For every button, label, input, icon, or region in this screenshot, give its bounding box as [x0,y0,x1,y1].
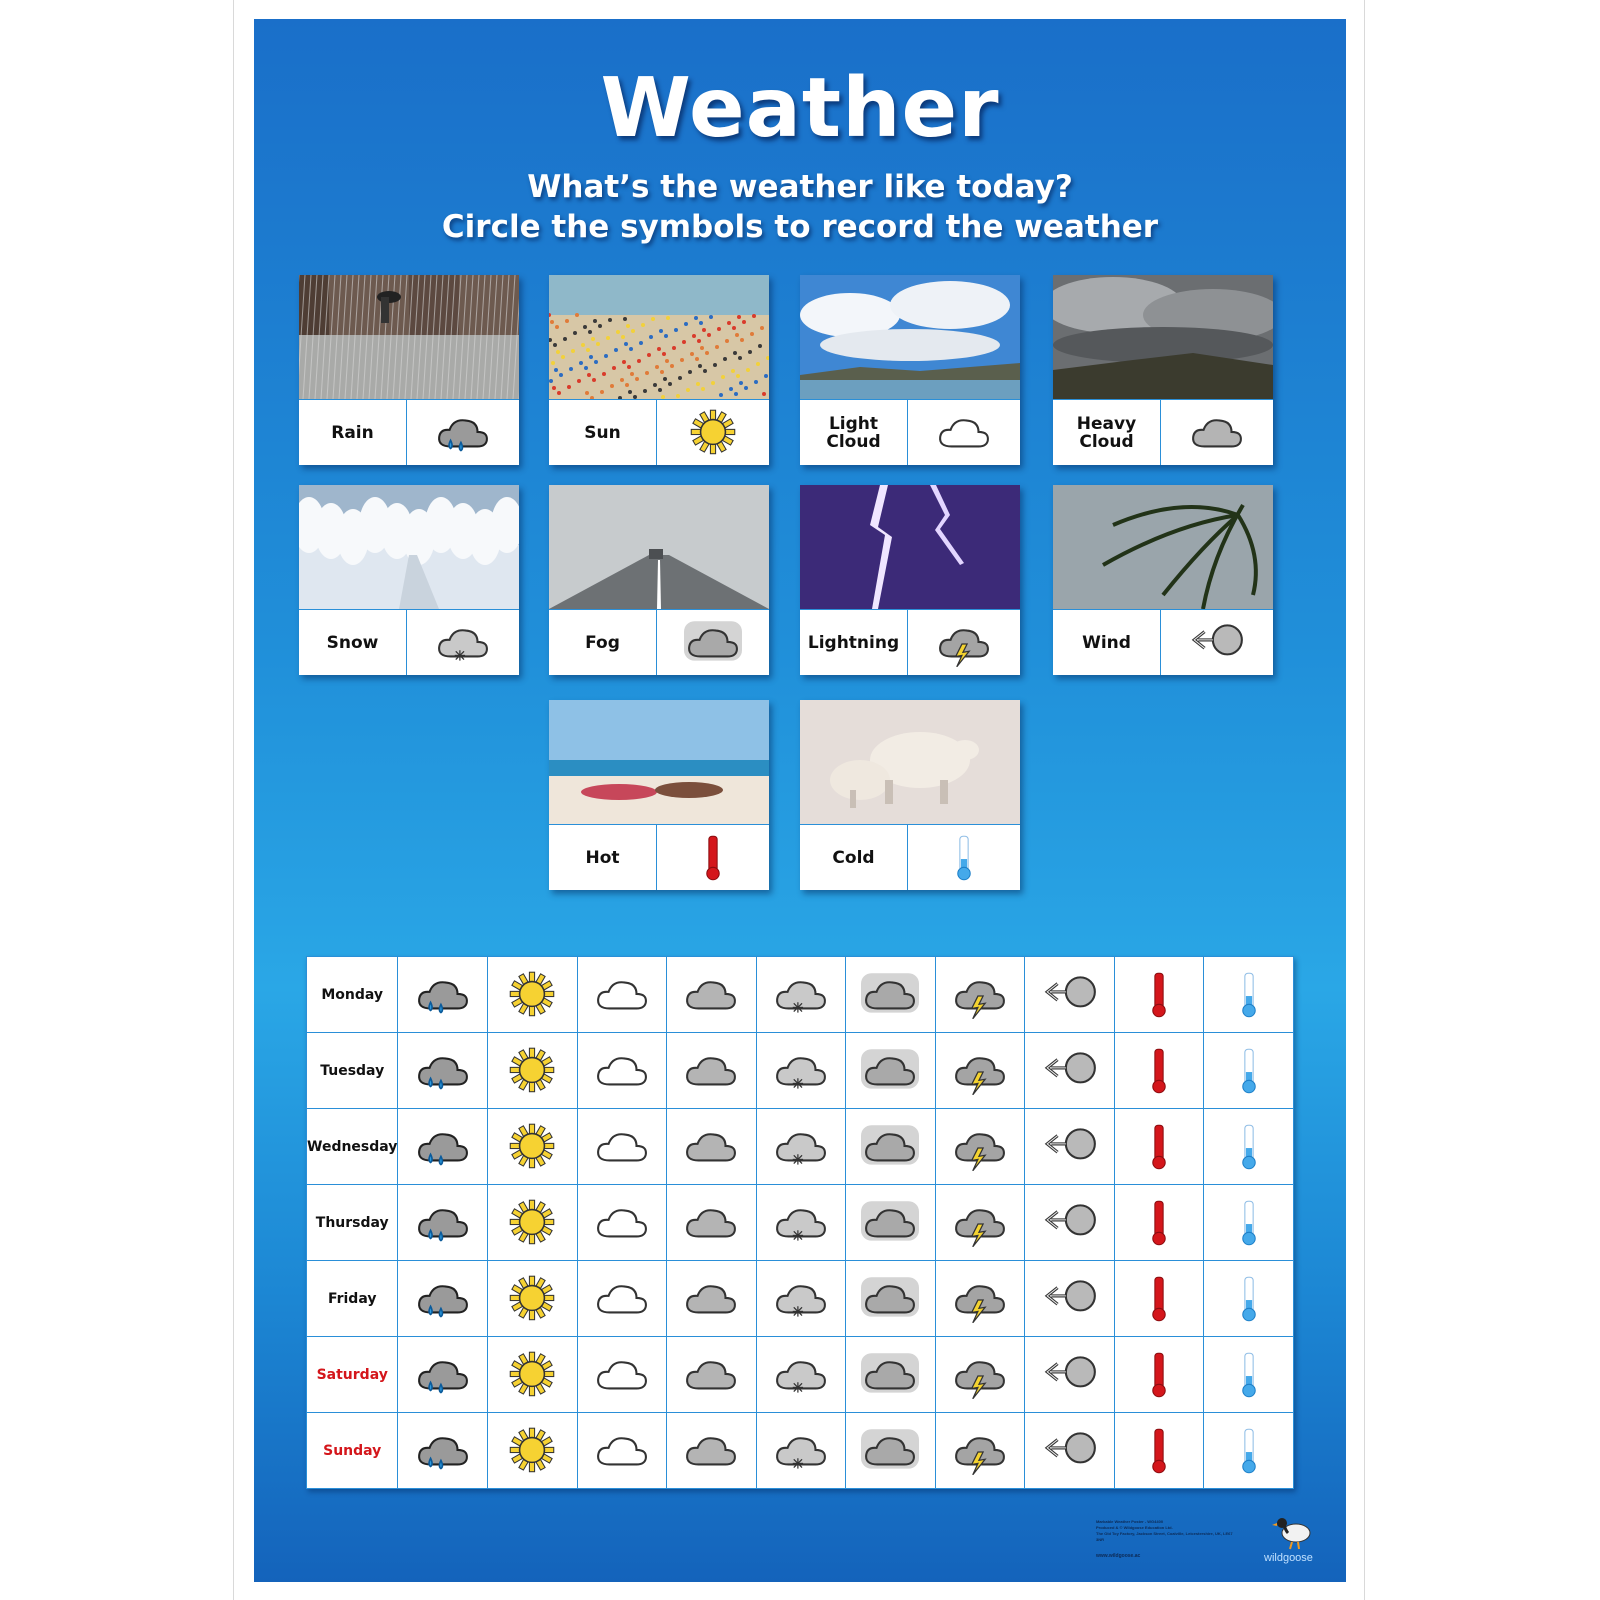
day-label: Tuesday [307,1033,398,1109]
sun-icon[interactable] [487,1033,577,1109]
heavy-cloud-icon[interactable] [667,1185,757,1261]
fog-icon[interactable] [846,1337,936,1413]
weather-card-light-cloud [800,275,1020,465]
cold-icon[interactable] [1204,1033,1294,1109]
fog-icon[interactable] [846,1109,936,1185]
cold-icon[interactable] [1204,1185,1294,1261]
cold-icon[interactable] [1204,1261,1294,1337]
heavy-cloud-icon[interactable] [667,1033,757,1109]
lightning-icon[interactable] [935,1413,1025,1489]
cold-thermometer-icon [908,824,1020,890]
lightning-cloud-icon [908,609,1020,675]
sun-icon[interactable] [487,1261,577,1337]
snow-photo [299,485,519,609]
light-cloud-icon[interactable] [577,1261,667,1337]
weather-card-heavy-cloud [1053,275,1273,465]
chart-row-thursday [307,1185,1294,1261]
lightning-icon[interactable] [935,1337,1025,1413]
rain-icon[interactable] [398,1109,488,1185]
hot-icon[interactable] [1114,1185,1204,1261]
rain-icon[interactable] [398,1185,488,1261]
weather-card-label: Wind [1053,609,1161,675]
rain-icon[interactable] [398,1337,488,1413]
light-cloud-icon[interactable] [577,957,667,1033]
snow-icon[interactable] [756,1337,846,1413]
weather-card-lightning [800,485,1020,675]
light-cloud-icon[interactable] [577,1185,667,1261]
footer-product: Markable Weather Poster - WG4400 [1096,1519,1164,1524]
day-label: Wednesday [307,1109,398,1185]
poster-title: Weather [600,61,1000,156]
rain-cloud-icon [407,399,519,465]
sun-icon[interactable] [487,957,577,1033]
weather-poster [254,19,1346,1582]
snow-icon[interactable] [756,1109,846,1185]
fog-icon[interactable] [846,1261,936,1337]
rain-icon[interactable] [398,1413,488,1489]
lightning-photo [800,485,1020,609]
weather-card-rain [299,275,519,465]
lightning-icon[interactable] [935,1185,1025,1261]
weather-card-label: Light Cloud [800,399,908,465]
light-cloud-icon[interactable] [577,1413,667,1489]
weather-card-cold [800,700,1020,890]
hot-photo [549,700,769,824]
wind-icon[interactable] [1025,1109,1115,1185]
weather-card-snow [299,485,519,675]
weather-card-label: Lightning [800,609,908,675]
goose-logo-icon [1266,1511,1318,1555]
rain-icon[interactable] [398,1033,488,1109]
footer-copyright: Produced & © Wildgoose Education Ltd. [1096,1525,1173,1530]
footer-address: The Old Toy Factory, Jackson Street, Coalville, Leicestershire, UK, LE67 3NR [1096,1531,1233,1542]
wind-icon[interactable] [1025,1033,1115,1109]
fog-icon[interactable] [846,1413,936,1489]
lightning-icon[interactable] [935,1033,1025,1109]
wind-photo [1053,485,1273,609]
snow-cloud-icon [407,609,519,675]
day-label: Monday [307,957,398,1033]
heavy-cloud-icon[interactable] [667,1261,757,1337]
snow-icon[interactable] [756,957,846,1033]
light-cloud-icon[interactable] [577,1109,667,1185]
weather-card-sun [549,275,769,465]
sun-icon[interactable] [487,1413,577,1489]
weather-card-label: Rain [299,399,407,465]
chart-row-wednesday [307,1109,1294,1185]
fog-icon[interactable] [846,957,936,1033]
sun-icon[interactable] [487,1337,577,1413]
rain-icon[interactable] [398,957,488,1033]
chart-row-saturday [307,1337,1294,1413]
wind-icon[interactable] [1025,1337,1115,1413]
fog-icon[interactable] [846,1033,936,1109]
rain-icon[interactable] [398,1261,488,1337]
hot-icon[interactable] [1114,1109,1204,1185]
light-cloud-icon[interactable] [577,1337,667,1413]
snow-icon[interactable] [756,1185,846,1261]
cold-icon[interactable] [1204,1337,1294,1413]
chart-row-friday [307,1261,1294,1337]
cold-photo [800,700,1020,824]
chart-row-sunday [307,1413,1294,1489]
light-cloud-icon[interactable] [577,1033,667,1109]
snow-icon[interactable] [756,1413,846,1489]
weather-card-wind [1053,485,1273,675]
light-cloud-icon [908,399,1020,465]
heavy-cloud-photo [1053,275,1273,399]
hot-icon[interactable] [1114,957,1204,1033]
wind-icon[interactable] [1025,1185,1115,1261]
fog-photo [549,485,769,609]
sun-icon [657,399,769,465]
hot-icon[interactable] [1114,1413,1204,1489]
snow-icon[interactable] [756,1261,846,1337]
weather-card-label: Sun [549,399,657,465]
weather-card-label: Snow [299,609,407,675]
fog-icon[interactable] [846,1185,936,1261]
hot-icon[interactable] [1114,1261,1204,1337]
cold-icon[interactable] [1204,1109,1294,1185]
wind-icon[interactable] [1025,1413,1115,1489]
chart-row-tuesday [307,1033,1294,1109]
heavy-cloud-icon [1161,399,1273,465]
poster-subtitle-instruction: Circle the symbols to record the weather [441,209,1159,245]
brand-wordmark: wildgoose [1264,1552,1313,1564]
weather-card-label: Heavy Cloud [1053,399,1161,465]
chart-row-monday [307,957,1294,1033]
lightning-icon[interactable] [935,957,1025,1033]
weekly-weather-chart [306,956,1294,1489]
heavy-cloud-icon[interactable] [667,1109,757,1185]
footer-website: www.wildgoose.ac [1096,1553,1141,1559]
hot-icon[interactable] [1114,1337,1204,1413]
sun-photo [549,275,769,399]
day-label: Friday [307,1261,398,1337]
heavy-cloud-icon[interactable] [667,957,757,1033]
heavy-cloud-icon[interactable] [667,1413,757,1489]
sun-icon[interactable] [487,1185,577,1261]
weather-card-fog [549,485,769,675]
lightning-icon[interactable] [935,1109,1025,1185]
wind-icon [1161,609,1273,675]
snow-icon[interactable] [756,1033,846,1109]
cold-icon[interactable] [1204,957,1294,1033]
lightning-icon[interactable] [935,1261,1025,1337]
rain-photo [299,275,519,399]
light-cloud-photo [800,275,1020,399]
weather-card-label: Cold [800,824,908,890]
poster-subtitle-question: What’s the weather like today? [527,169,1073,205]
hot-thermometer-icon [657,824,769,890]
wind-icon[interactable] [1025,1261,1115,1337]
sun-icon[interactable] [487,1109,577,1185]
day-label: Saturday [307,1337,398,1413]
heavy-cloud-icon[interactable] [667,1337,757,1413]
weather-card-hot [549,700,769,890]
weather-card-label: Fog [549,609,657,675]
wind-icon[interactable] [1025,957,1115,1033]
day-label: Thursday [307,1185,398,1261]
fog-cloud-icon [657,609,769,675]
cold-icon[interactable] [1204,1413,1294,1489]
publisher-footer [1096,1519,1236,1559]
hot-icon[interactable] [1114,1033,1204,1109]
weather-card-label: Hot [549,824,657,890]
day-label: Sunday [307,1413,398,1489]
